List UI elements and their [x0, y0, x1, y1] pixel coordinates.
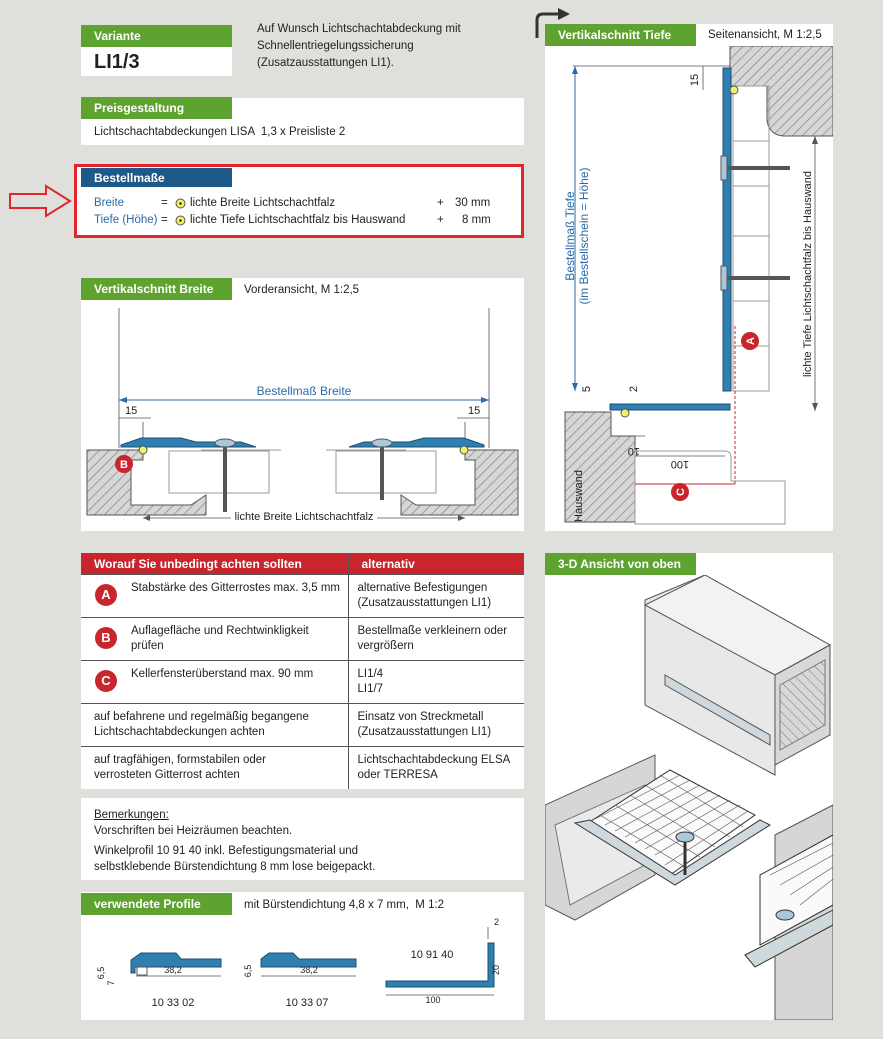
table-row [81, 575, 524, 618]
vtiefe-hauswand: Hauswand [573, 470, 585, 522]
table-row [81, 747, 524, 790]
bestell-label-tiefe: Tiefe (Höhe) [94, 214, 158, 226]
dot-marker-icon [175, 215, 186, 229]
preis-tab: Preisgestaltung [81, 97, 232, 119]
bemerkungen-line-2: Winkelprofil 10 91 40 inkl. Befestigungsmaterial und [94, 845, 359, 857]
vtiefe-vert-label-2: (im Bestellschein = Höhe) [577, 167, 591, 305]
notes-table [81, 553, 524, 789]
note-right: Bestellmaße verkleinern oder vergrößern [348, 618, 524, 661]
note-right: Lichtschachtabdeckung ELSA oder TERRESA [348, 747, 524, 790]
vbreite-subtitle: Vorderansicht, M 1:2,5 [244, 284, 360, 296]
vtiefe-dim-15: 15 [689, 73, 701, 87]
bemerkungen-line-3: selbstklebende Bürstendichtung 8 mm lose beigepackt. [94, 861, 376, 873]
vtiefe-dim-10: 10 [627, 445, 640, 457]
vtiefe-drawing [545, 46, 833, 531]
variante-tab: Variante [81, 25, 232, 47]
profile-p2-code: 10 33 07 [285, 997, 329, 1009]
bestell-tab: Bestellmaße [81, 168, 232, 187]
ansicht-tab: 3-D Ansicht von oben [545, 553, 696, 575]
vbreite-tab: Vertikalschnitt Breite [81, 278, 232, 300]
marker-c-icon: C [95, 670, 117, 692]
note-left: Kellerfensterüberstand max. 90 mm [131, 668, 314, 680]
vbreite-left-15: 15 [125, 405, 138, 417]
bestell-value-breite: 30 mm [455, 197, 491, 209]
vtiefe-marker-c: C [675, 488, 687, 496]
marker-b-icon: B [95, 627, 117, 649]
bestell-text-tiefe: lichte Tiefe Lichtschachtfalz bis Hauswand [190, 214, 406, 226]
bestell-value-tiefe: 8 mm [462, 214, 491, 226]
vtiefe-tab: Vertikalschnitt Tiefe [545, 24, 696, 46]
profile-p1-w: 38,2 [164, 965, 182, 975]
notes-head-right: alternativ [348, 553, 524, 575]
vtiefe-dim-100: 100 [670, 458, 690, 470]
preis-text: Lichtschachtabdeckungen LISA 1,3 x Preisliste 2 [94, 126, 346, 138]
profile-p2-h1: 6,5 [243, 964, 253, 978]
arrow-right-icon [8, 184, 72, 221]
table-row [81, 704, 524, 747]
vtiefe-marker-a: A [745, 337, 757, 345]
profile-tab: verwendete Profile [81, 893, 232, 915]
notes-head-left: Worauf Sie unbedingt achten sollten [81, 553, 348, 575]
vtiefe-subtitle: Seitenansicht, M 1:2,5 [708, 29, 822, 41]
table-row [81, 618, 524, 661]
vbreite-marker: B [120, 459, 128, 471]
table-row [81, 661, 524, 704]
bestell-plus-2: + [437, 214, 444, 226]
variante-desc-3: (Zusatzausstattungen LI1). [257, 57, 394, 69]
note-left: Stabstärke des Gitterrostes max. 3,5 mm [131, 582, 340, 594]
dot-marker-icon [175, 198, 186, 212]
vtiefe-right-label: lichte Tiefe Lichtschachtfalz bis Hauswand [802, 170, 814, 378]
variante-desc-1: Auf Wunsch Lichtschachtabdeckung mit [257, 23, 461, 35]
vbreite-bottom-label: lichte Breite Lichtschachtfalz [234, 511, 374, 523]
profile-p3-code: 10 91 40 [410, 949, 454, 961]
note-right: Einsatz von Streckmetall (Zusatzausstattungen LI1) [348, 704, 524, 747]
variante-code: LI1/3 [94, 51, 140, 73]
profile-p3-t: 2 [494, 917, 500, 927]
profile-drawing [81, 915, 524, 1020]
profile-p1-h1: 6,5 [96, 966, 106, 980]
ansicht-3d-drawing [545, 575, 833, 1020]
profile-p3-h: 20 [491, 964, 501, 976]
bestell-eq-2: = [161, 214, 168, 226]
bestell-label-breite: Breite [94, 197, 125, 209]
profile-p1-h2: 7 [106, 980, 116, 986]
vtiefe-dim-2: 2 [628, 385, 640, 393]
bestell-text-breite: lichte Breite Lichtschachtfalz [190, 197, 336, 209]
vbreite-dim-label: Bestellmaß Breite [256, 384, 352, 398]
vbreite-drawing [81, 300, 524, 531]
profile-p3-w: 100 [425, 995, 441, 1005]
vbreite-right-15: 15 [468, 405, 481, 417]
note-left: auf tragfähigen, formstabilen oder verrosteten Gitterrost achten [81, 747, 348, 790]
vtiefe-vert-label-1: Bestellmaß Tiefe [563, 191, 577, 281]
note-left: Auflagefläche und Rechtwinkligkeit prüfen [131, 625, 309, 652]
bestell-eq-1: = [161, 197, 168, 209]
note-right: LI1/4 LI1/7 [348, 661, 524, 704]
note-left: auf befahrene und regelmäßig begangene Lichtschachtabdeckungen achten [81, 704, 348, 747]
marker-a-icon: A [95, 584, 117, 606]
vtiefe-dim-5: 5 [581, 385, 593, 393]
variante-desc-2: Schnellentriegelungssicherung [257, 40, 414, 52]
bemerkungen-line-1: Vorschriften bei Heizräumen beachten. [94, 825, 293, 837]
bestell-plus-1: + [437, 197, 444, 209]
profile-subtitle: mit Bürstendichtung 4,8 x 7 mm, M 1:2 [244, 899, 445, 911]
profile-p2-w: 38,2 [300, 965, 318, 975]
profile-p1-code: 10 33 02 [151, 997, 195, 1009]
bemerkungen-title: Bemerkungen: [94, 809, 169, 821]
note-right: alternative Befestigungen (Zusatzausstattungen LI1) [348, 575, 524, 618]
